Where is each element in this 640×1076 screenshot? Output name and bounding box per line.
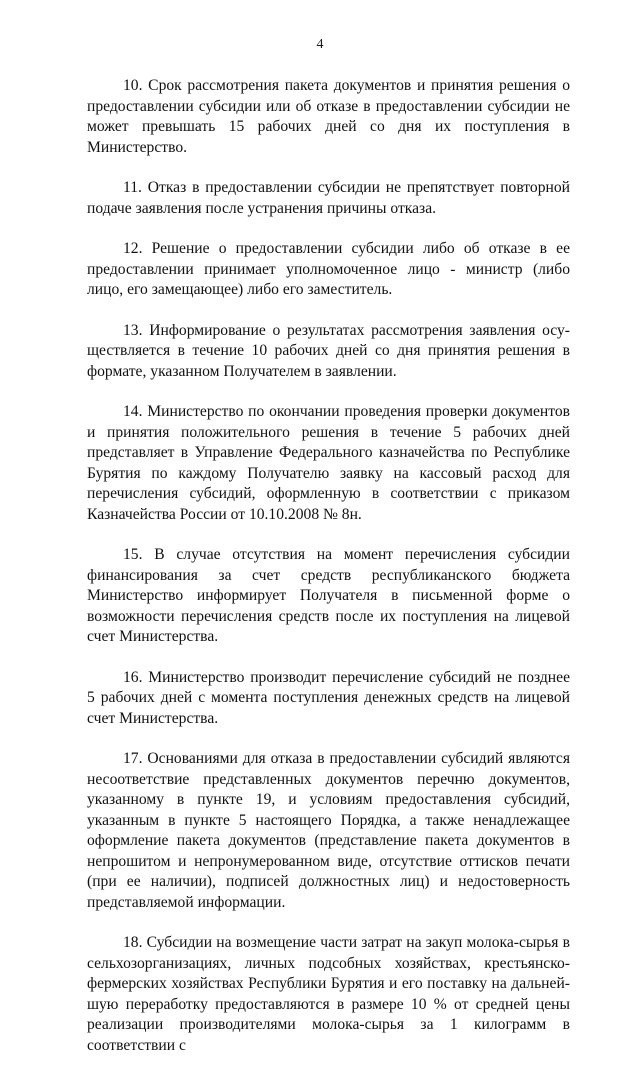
document-body xyxy=(87,76,570,1076)
paragraph-13: 13. Информирование о результатах рассмотрения заявления осуществляется в течение 10 рабочих дней со дня принятия решения в формате, указанном Получателем в заявлении. xyxy=(87,321,570,380)
paragraph-11: 11. Отказ в предоставлении субсидии не препятствует повторной подаче заявления после устранения причины отказа. xyxy=(87,179,570,217)
paragraph-16: 16. Министерство производит перечисление субсидий не позднее 5 рабочих дней с момента поступления денежных средств на лицевой счет Министерства. xyxy=(87,668,570,727)
paragraph-14: 14. Министерство по окончании проведения проверки документов и принятия положительного решения в течение 5 рабочих дней представляет в Управление Федерального казначейства по Республике Бурятия по каждому Получателю заявку на кассовый расход для перечисления субсидий, оформленную в соответствии с приказом Казначейства России от 10.10.2008 № 8н. xyxy=(87,403,570,523)
paragraph-12: 12. Решение о предоставлении субсидии либо об отказе в ее предоставлении принимает уполномоченное лицо - министр (либо лицо, его замещающее) либо его заместитель. xyxy=(87,240,570,298)
paragraph-18: 18. Субсидии на возмещение части затрат на закуп молока-сырья в сельхозорганизациях, личных подсобных хозяйствах, крестьянско-фермерских хозяйствах Республики Бурятия и его поставку на дальнейшую переработку предоставляются в размере 10 % от средней цены реализации производителями молока-сырья за 1 килограмм в соответствии с xyxy=(87,934,570,1054)
paragraph-15: 15. В случае отсутствия на момент перечисления субсидии финансирования за счет средств республиканского бюджета Министерство информирует Получателя в письменной форме о возможности перечисления средств после их поступления на лицевой счет Министерства. xyxy=(87,546,570,645)
page-number: 4 xyxy=(316,37,324,52)
paragraph-17: 17. Основаниями для отказа в предоставлении субсидий являются несоответствие представленных документов перечню документов, указанному в пункте 19, и условиям предоставления субсидий, указанным в пункте 5 настоящего Порядка, а также ненадлежащее оформление пакета документов (представление пакета документов в непрошитом и непронумерованном виде, отсутствие оттисков печати (при ее наличии), подписей должностных лиц) и недостоверность представляемой информации. xyxy=(87,750,570,911)
paragraph-10: 10. Срок рассмотрения пакета документов и принятия решения о предоставлении субсидии или об отказе в предоставлении субсидии не может превышать 15 рабочих дней со дня их поступления в Министерство. xyxy=(87,77,570,156)
